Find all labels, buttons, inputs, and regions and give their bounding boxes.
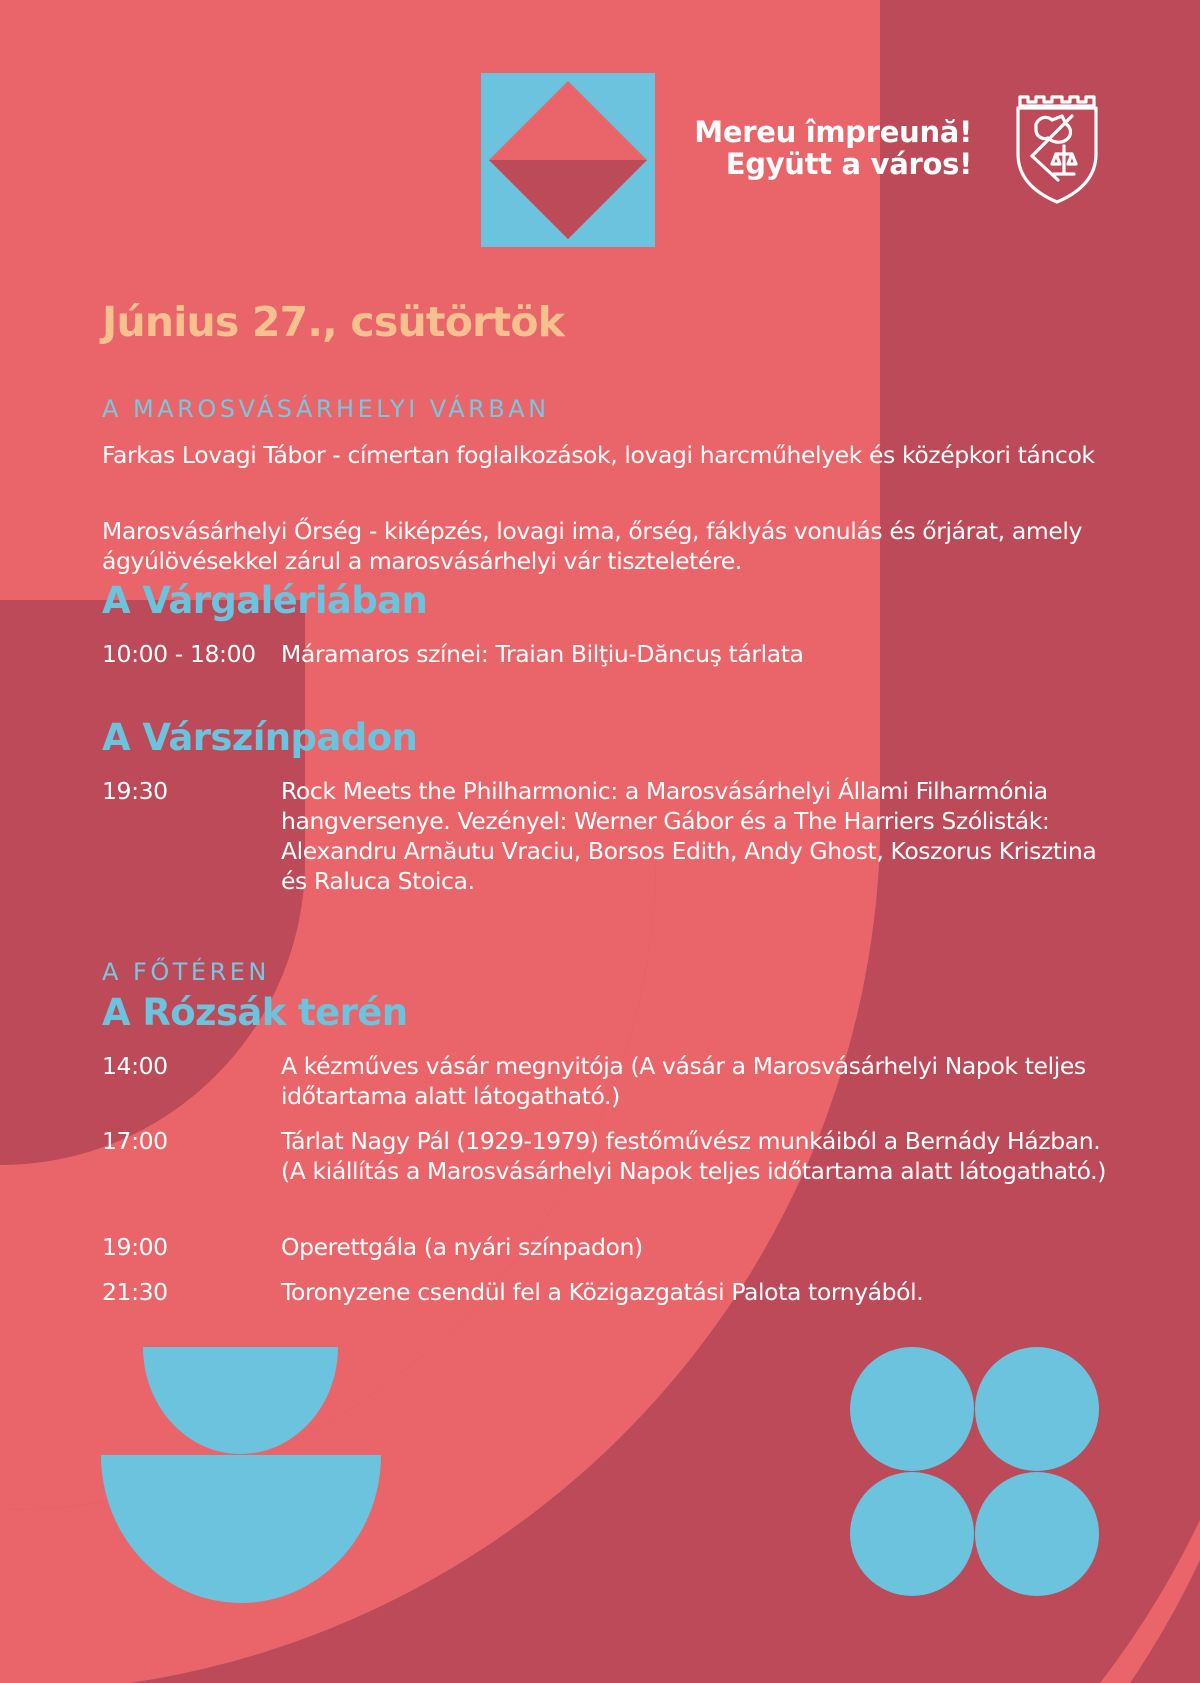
event-text: Tárlat Nagy Pál (1929-1979) festőművész munkáiból a Bernády Házban. (A kiállítás a Marosvásárhelyi Napok teljes időtartama alatt látogatható.) xyxy=(281,1127,1106,1185)
slogan-line-1: Mereu împreună! xyxy=(694,115,972,149)
event-text: A kézműves vásár megnyitója (A vásár a Marosvásárhelyi Napok teljes időtartama alatt látogatható.) xyxy=(281,1052,1086,1110)
four-circles-icon xyxy=(850,1347,1100,1597)
city-crest-icon xyxy=(1014,94,1100,206)
event-text: Máramaros színei: Traian Bilţiu-Dăncuş tárlata xyxy=(281,640,804,668)
event-time: 17:00 xyxy=(102,1127,168,1155)
event-time: 19:30 xyxy=(102,777,168,805)
event-text: Operettgála (a nyári színpadon) xyxy=(281,1233,643,1261)
heading-varszinpad: A Várszínpadon xyxy=(102,716,418,759)
event-time: 19:00 xyxy=(102,1233,168,1261)
section-label-foter: A FŐTÉREN xyxy=(102,958,270,986)
var-paragraph-1: Farkas Lovagi Tábor - címertan foglalkozások, lovagi harcműhelyek és középkori táncok xyxy=(102,441,1095,469)
section-label-var: A MAROSVÁSÁRHELYI VÁRBAN xyxy=(102,395,550,423)
var-paragraph-2: Marosvásárhelyi Őrség - kiképzés, lovagi ima, őrség, fáklyás vonulás és őrjárat, amely ágyúlövésekkel zárul a marosvásárhelyi vár tiszteletére. xyxy=(102,517,1083,575)
event-time: 14:00 xyxy=(102,1052,168,1080)
heading-vargaleria: A Várgalériában xyxy=(102,579,428,622)
event-time: 21:30 xyxy=(102,1278,168,1306)
slogan-line-2: Együtt a város! xyxy=(725,147,972,181)
event-text: Rock Meets the Philharmonic: a Marosvásárhelyi Állami Filharmónia hangversenye. Vezényel: Werner Gábor és a The Harriers Szólisták: Alexandru Arnăutu Vraciu, Borsos Edith, Andy Ghost, Koszorus Krisztina és Raluca Stoica. xyxy=(281,777,1097,895)
half-circles-icon xyxy=(101,1347,381,1612)
heading-rozsak-teren: A Rózsák terén xyxy=(102,991,408,1034)
event-time: 10:00 - 18:00 xyxy=(102,640,256,668)
date-title: Június 27., csütörtök xyxy=(102,298,565,346)
slogan xyxy=(552,116,972,180)
event-text: Toronyzene csendül fel a Közigazgatási Palota tornyából. xyxy=(281,1278,924,1306)
